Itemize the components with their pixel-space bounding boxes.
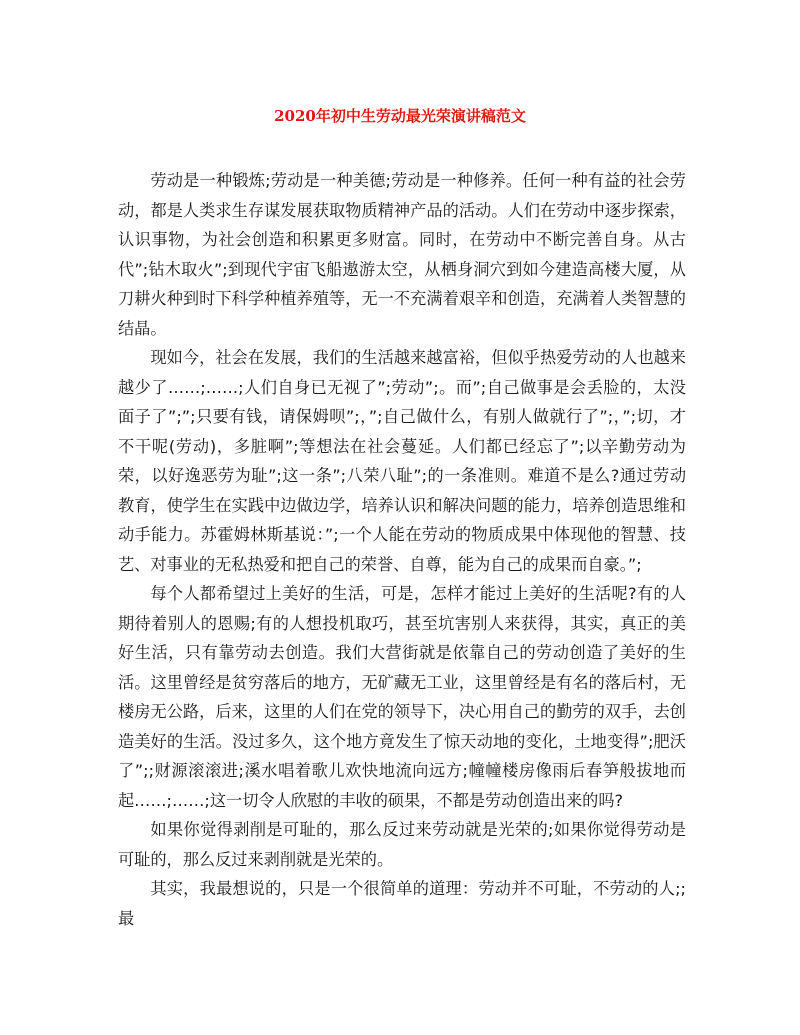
paragraph-5: 其实，我最想说的，只是一个很简单的道理：劳动并不可耻，不劳动的人;;最 xyxy=(118,879,686,928)
paragraph-2: 现如今，社会在发展，我们的生活越来越富裕，但似乎热爱劳动的人也越来越少了……;……;人们自身已无视了”;劳动”;。而”;自己做事是会丢脸的，太没面子了”;”;只要有钱，请保姆呗”;，”;自己做什么，有别人做就行了”;，”;切，才不干呢(劳动)，多脏啊”;等想法在社会蔓延。人们都已经忘了”;以辛勤劳动为荣，以好逸恶劳为耻”;这一条”;八荣八耻”;的一条准则。难道不是么?通过劳动教育，使学生在实践中边做边学，培养认识和解决问题的能力，培养创造思维和动手能力。苏霍姆林斯基说：”;一个人能在劳动的物质成果中体现他的智慧、技艺、对事业的无私热爱和把自己的荣誉、自尊，能为自己的成果而自豪。”; xyxy=(118,348,686,574)
paragraph-3: 每个人都希望过上美好的生活，可是，怎样才能过上美好的生活呢?有的人期待着别人的恩赐;有的人想投机取巧，甚至坑害别人来获得，其实，真正的美好生活，只有靠劳动去创造。我们大营街就是依靠自己的劳动创造了美好的生活。这里曾经是贫穷落后的地方，无矿藏无工业，这里曾经是有名的落后村，无楼房无公路，后来，这里的人们在党的领导下，决心用自己的勤劳的双手，去创造美好的生活。没过多久，这个地方竟发生了惊天动地的变化，土地变得”;肥沃了”;;财源滚滚进;溪水唱着歌儿欢快地流向远方;幢幢楼房像雨后春笋般拔地而起……;……;这一切令人欣慰的丰收的硕果，不都是劳动创造出来的吗? xyxy=(118,584,686,810)
document-title: 2020年初中生劳动最光荣演讲稿范文 xyxy=(274,107,526,125)
paragraph-1: 劳动是一种锻炼;劳动是一种美德;劳动是一种修养。任何一种有益的社会劳动，都是人类求生存谋发展获取物质精神产品的活动。人们在劳动中逐步探索，认识事物，为社会创造和积累更多财富。同时，在劳动中不断完善自身。从古代”;钻木取火”;到现代宇宙飞船遨游太空，从栖身洞穴到如今建造高楼大厦，从刀耕火种到时下科学种植养殖等，无一不充满着艰辛和创造，充满着人类智慧的结晶。 xyxy=(118,171,686,338)
paragraph-4: 如果你觉得剥削是可耻的，那么反过来劳动就是光荣的;如果你觉得劳动是可耻的，那么反过来剥削就是光荣的。 xyxy=(118,820,686,869)
document-body xyxy=(118,166,686,933)
